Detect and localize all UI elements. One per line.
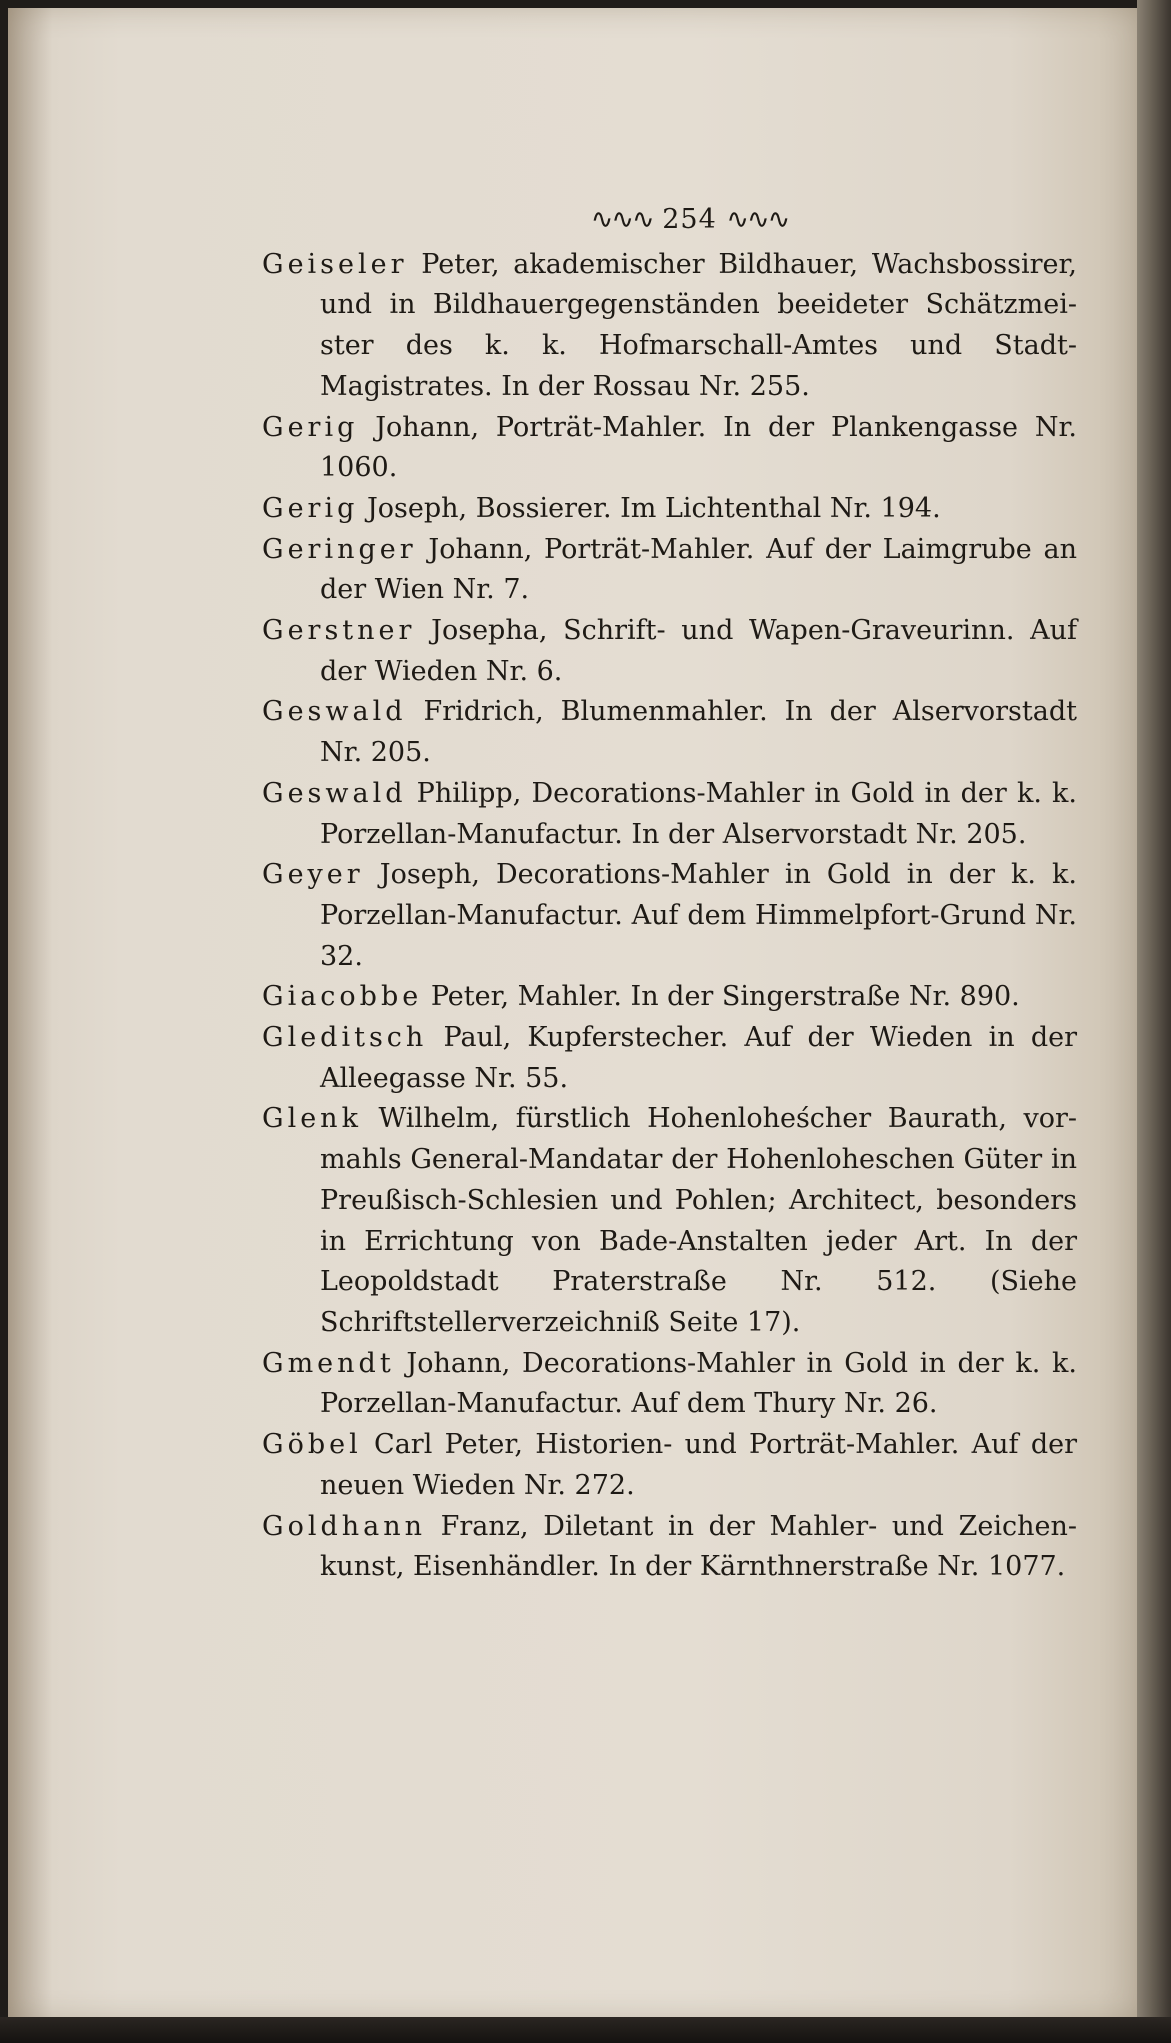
entry xyxy=(262,245,1077,408)
entry xyxy=(262,1344,1077,1425)
page-header xyxy=(302,200,1077,241)
entry xyxy=(262,1099,1077,1343)
entry-text: Fridrich, Blumenmahler. In der Alservorstadt Nr. 205. xyxy=(320,696,1077,769)
entry xyxy=(262,855,1077,977)
entry xyxy=(262,1018,1077,1099)
entry xyxy=(262,530,1077,611)
entry-name: Gerig xyxy=(262,492,359,524)
page-edge-bottom xyxy=(0,2017,1171,2043)
entry-text: Franz, Diletant in der Mahler- und Zeichenkunst, Eisenhändler. In der Kärnthnerstraße Nr. 1077. xyxy=(320,1510,1077,1583)
entry-name: Gerstner xyxy=(262,615,416,647)
entry-text: Philipp, Decorations-Mahler in Gold in der k. k. Porzellan-Manufactur. In der Alservorstadt Nr. 205. xyxy=(320,777,1077,850)
entry-name: Gleditsch xyxy=(262,1022,428,1054)
entry-name: Glenk xyxy=(262,1103,362,1135)
entry-text: Paul, Kupferstecher. Auf der Wieden in der Alleegasse Nr. 55. xyxy=(320,1022,1077,1094)
entry-text: Joseph, Decorations-Mahler in Gold in der k. k. Porzellan-Manufactur. Auf dem Himmelpfort-Grund Nr. 32. xyxy=(320,859,1077,972)
entry-text: Johann, Porträt-Mahler. Auf der Laimgrube an der Wien Nr. 7. xyxy=(320,533,1077,606)
entry xyxy=(262,1507,1077,1588)
entry xyxy=(262,489,1077,530)
entry-text: Wilhelm, fürstlich Hohenloheścher Baurath, vormahls General-Mandatar der Hohenloheschen Güter in Preußisch-Schlesien und Pohlen; Architect, besonders in Errichtung von Bade-Anstalten jeder Art. In der Leopoldstadt Praterstraße Nr. 512. (Siehe Schriftstellerverzeichniß Seite 17). xyxy=(320,1103,1077,1338)
entry-name: Geringer xyxy=(262,533,417,565)
entry-name: Göbel xyxy=(262,1429,362,1461)
page-edge-right xyxy=(1137,0,1171,2043)
entry-text: Johann, Decorations-Mahler in Gold in der k. k. Porzellan-Manufactur. Auf dem Thury Nr. 26. xyxy=(320,1347,1077,1420)
entry-text: Peter, akademischer Bildhauer, Wachsbossirer, und in Bildhauergegenständen beeideter Schätzmeister des k. k. Hofmarschall-Amtes und Stadt-Magistrates. In der Rossau Nr. 255. xyxy=(320,248,1077,402)
entry xyxy=(262,977,1077,1018)
entry-text: Carl Peter, Historien- und Porträt-Mahler. Auf der neuen Wieden Nr. 272. xyxy=(320,1429,1077,1501)
entry-text: Josepha, Schrift- und Wapen-Graveurinn. Auf der Wieden Nr. 6. xyxy=(320,615,1077,687)
book-gutter xyxy=(8,8,52,2020)
entry-name: Geswald xyxy=(262,777,407,809)
entry-name: Giacobbe xyxy=(262,981,423,1013)
entry xyxy=(262,408,1077,489)
entry-name: Geyer xyxy=(262,859,364,891)
page-number: 254 xyxy=(662,204,717,235)
entry xyxy=(262,611,1077,692)
entry xyxy=(262,692,1077,773)
entry-text: Johann, Porträt-Mahler. In der Plankengasse Nr. 1060. xyxy=(320,411,1077,484)
entry-text: Joseph, Bossierer. Im Lichtenthal Nr. 194. xyxy=(358,492,941,524)
entry xyxy=(262,774,1077,855)
ornament-left: ∿∿∿ xyxy=(590,204,653,235)
entry-name: Geswald xyxy=(262,696,407,728)
entry-name: Gerig xyxy=(262,411,359,443)
entry-name: Gmendt xyxy=(262,1347,395,1379)
ornament-right: ∿∿∿ xyxy=(726,204,789,235)
entry-name: Goldhann xyxy=(262,1510,427,1542)
entry xyxy=(262,1425,1077,1506)
entry-name: Geiseler xyxy=(262,248,408,280)
entry-text: Peter, Mahler. In der Singerstraße Nr. 890. xyxy=(422,981,1020,1013)
directory-text xyxy=(262,200,1077,1588)
